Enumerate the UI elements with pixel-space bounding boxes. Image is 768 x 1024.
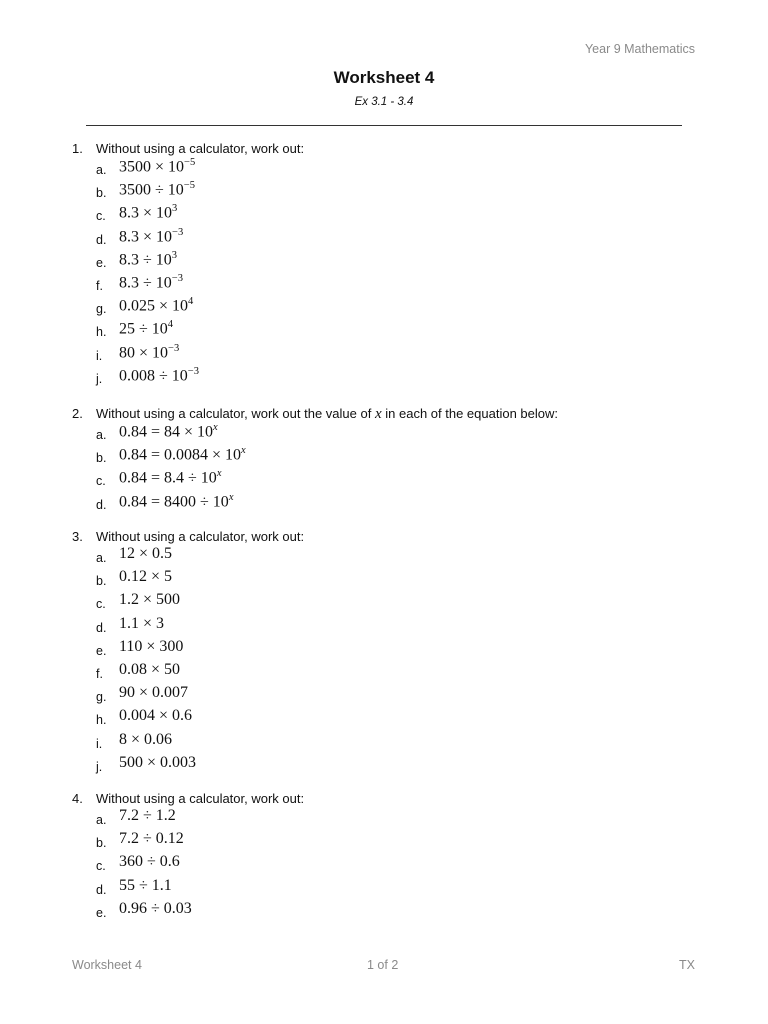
- worksheet-subtitle: Ex 3.1 - 3.4: [354, 96, 414, 108]
- title-divider: [86, 125, 682, 126]
- expression-base: 0.84 = 8.4 ÷ 10: [119, 469, 217, 487]
- question-item: [96, 227, 712, 250]
- expression-base: 500 × 0.003: [119, 753, 197, 771]
- item-expression: [119, 807, 176, 825]
- item-expression: [119, 157, 195, 176]
- item-letter: c.: [96, 209, 106, 224]
- expression-base: 12 × 0.5: [119, 545, 173, 562]
- question: [72, 406, 712, 515]
- item-letter: d.: [96, 232, 107, 247]
- item-letter: h.: [96, 325, 107, 340]
- item-expression: [119, 422, 218, 441]
- question-item: [96, 157, 712, 180]
- expression-base: 1.2 × 500: [119, 591, 181, 609]
- expression-base: 8.3 ÷ 10: [119, 251, 172, 269]
- expression-base: 90 × 0.007: [119, 684, 189, 702]
- item-letter: i.: [96, 348, 103, 363]
- question-items: [96, 157, 712, 389]
- expression-base: 0.96 ÷ 0.03: [119, 899, 192, 917]
- expression-exponent: x: [213, 422, 218, 433]
- item-expression: [119, 250, 177, 269]
- item-expression: [119, 366, 199, 385]
- question-items: [96, 545, 712, 777]
- item-letter: d.: [96, 497, 107, 512]
- question-item: [96, 180, 712, 203]
- expression-base: 8.3 ÷ 10: [119, 274, 172, 292]
- item-expression: [119, 684, 188, 702]
- question-items: [96, 422, 712, 515]
- expression-base: 25 ÷ 10: [119, 320, 168, 338]
- question-number: 4.: [72, 791, 83, 806]
- expression-exponent: 3: [172, 203, 178, 215]
- item-expression: [119, 203, 177, 222]
- question-item: [96, 296, 712, 319]
- expression-base: 0.84 = 84 × 10: [119, 423, 214, 441]
- question-item: [96, 661, 712, 684]
- question-text: Without using a calculator, work out:: [96, 791, 305, 806]
- question-item: [96, 422, 712, 445]
- question-item: [96, 853, 712, 876]
- expression-base: 1.1 × 3: [119, 614, 165, 632]
- question-heading: [72, 406, 712, 422]
- expression-exponent: x: [241, 445, 246, 457]
- expression-exponent: −5: [184, 157, 196, 168]
- expression-base: 7.2 ÷ 1.2: [119, 807, 176, 824]
- item-letter: b.: [96, 186, 107, 201]
- item-letter: e.: [96, 643, 107, 658]
- item-expression: [119, 615, 164, 633]
- expression-base: 3500 ÷ 10: [119, 181, 184, 199]
- question-number: 1.: [72, 141, 83, 156]
- expression-base: 8.3 × 10: [119, 227, 173, 245]
- footer-page-number: 1 of 2: [367, 958, 399, 972]
- question-item: [96, 319, 712, 342]
- item-expression: [119, 900, 192, 918]
- expression-base: 3500 × 10: [119, 158, 185, 176]
- expression-base: 0.008 ÷ 10: [119, 367, 188, 385]
- question-item: [96, 807, 712, 830]
- expression-base: 0.025 × 10: [119, 297, 189, 315]
- expression-exponent: 4: [167, 319, 174, 331]
- expression-base: 8 × 0.06: [119, 730, 173, 748]
- question-item: [96, 638, 712, 661]
- expression-base: 0.84 = 0.0084 × 10: [119, 446, 242, 464]
- question-item: [96, 343, 712, 366]
- item-expression: [119, 830, 184, 848]
- item-expression: [119, 568, 172, 586]
- expression-base: 0.08 × 50: [119, 660, 181, 678]
- expression-base: 7.2 ÷ 0.12: [119, 830, 184, 848]
- item-letter: h.: [96, 713, 107, 728]
- item-letter: a.: [96, 163, 107, 177]
- question-item: [96, 754, 712, 777]
- question-item: [96, 203, 712, 226]
- item-letter: g.: [96, 690, 107, 705]
- expression-base: 0.84 = 8400 ÷ 10: [119, 492, 229, 510]
- question-text: Without using a calculator, work out:: [96, 141, 305, 156]
- item-letter: f.: [96, 278, 103, 293]
- question-item: [96, 830, 712, 853]
- item-expression: [119, 707, 192, 725]
- item-letter: i.: [96, 736, 103, 751]
- question-heading: [72, 791, 712, 807]
- question-number: 3.: [72, 529, 83, 544]
- expression-exponent: x: [216, 468, 222, 480]
- item-letter: d.: [96, 620, 107, 635]
- expression-exponent: −3: [172, 226, 184, 238]
- footer-right: TX: [679, 958, 695, 972]
- item-expression: [119, 343, 179, 362]
- item-expression: [119, 445, 246, 464]
- question-item: [96, 900, 712, 923]
- question-item: [96, 273, 712, 296]
- question-item: [96, 250, 712, 273]
- item-expression: [119, 853, 180, 871]
- item-expression: [119, 545, 172, 563]
- question-item: [96, 684, 712, 707]
- expression-base: 360 ÷ 0.6: [119, 853, 180, 871]
- item-expression: [119, 754, 196, 772]
- question-variable: x: [374, 406, 382, 422]
- item-letter: e.: [96, 255, 107, 270]
- item-letter: a.: [96, 428, 107, 442]
- question-item: [96, 877, 712, 900]
- question-item: [96, 492, 712, 515]
- expression-exponent: x: [228, 491, 234, 503]
- item-letter: a.: [96, 551, 107, 565]
- item-expression: [119, 468, 221, 487]
- expression-exponent: −5: [183, 180, 195, 192]
- question-number: 2.: [72, 406, 83, 421]
- item-expression: [119, 319, 173, 338]
- expression-base: 8.3 × 10: [119, 204, 173, 222]
- expression-exponent: −3: [171, 272, 183, 284]
- question-item: [96, 707, 712, 730]
- question-heading: [72, 529, 712, 545]
- question-item: [96, 445, 712, 468]
- question-item: [96, 545, 712, 568]
- expression-exponent: 3: [171, 249, 178, 261]
- question-item: [96, 568, 712, 591]
- question-item: [96, 366, 712, 389]
- item-letter: c.: [96, 474, 106, 489]
- item-letter: b.: [96, 451, 107, 466]
- item-letter: g.: [96, 302, 107, 317]
- expression-exponent: 4: [188, 296, 194, 308]
- question-text: Without using a calculator, work out:: [96, 529, 305, 544]
- item-letter: c.: [96, 859, 106, 874]
- item-expression: [119, 731, 172, 749]
- item-letter: b.: [96, 836, 107, 851]
- item-letter: d.: [96, 882, 107, 897]
- expression-base: 0.004 × 0.6: [119, 707, 193, 725]
- expression-exponent: −3: [168, 342, 180, 354]
- question-text-after: in each of the equation below:: [385, 406, 558, 421]
- worksheet-title: Worksheet 4: [333, 68, 435, 87]
- item-letter: c.: [96, 597, 106, 612]
- item-expression: [119, 638, 183, 656]
- question-text: Without using a calculator, work out the value of: [96, 406, 372, 421]
- question-item: [96, 615, 712, 638]
- course-label: Year 9 Mathematics: [584, 42, 695, 56]
- question: [72, 141, 712, 389]
- item-expression: [119, 492, 233, 511]
- item-expression: [119, 273, 183, 292]
- question-item: [96, 591, 712, 614]
- item-letter: f.: [96, 666, 103, 681]
- item-expression: [119, 661, 180, 679]
- expression-base: 55 ÷ 1.1: [119, 876, 172, 894]
- footer-left: Worksheet 4: [72, 958, 142, 972]
- question: [72, 791, 712, 923]
- item-expression: [119, 296, 193, 315]
- question: [72, 529, 712, 777]
- item-expression: [119, 180, 195, 199]
- expression-base: 110 × 300: [119, 637, 184, 655]
- question-item: [96, 468, 712, 491]
- item-expression: [119, 227, 183, 246]
- item-expression: [119, 591, 180, 609]
- item-letter: j.: [96, 371, 103, 386]
- item-letter: a.: [96, 813, 107, 827]
- expression-base: 0.12 × 5: [119, 568, 173, 586]
- item-letter: e.: [96, 905, 107, 920]
- item-letter: b.: [96, 574, 107, 589]
- question-heading: [72, 141, 712, 157]
- expression-base: 80 × 10: [119, 343, 169, 361]
- item-letter: j.: [96, 759, 103, 774]
- expression-exponent: −3: [187, 365, 199, 377]
- question-items: [96, 807, 712, 923]
- question-item: [96, 731, 712, 754]
- item-expression: [119, 877, 172, 895]
